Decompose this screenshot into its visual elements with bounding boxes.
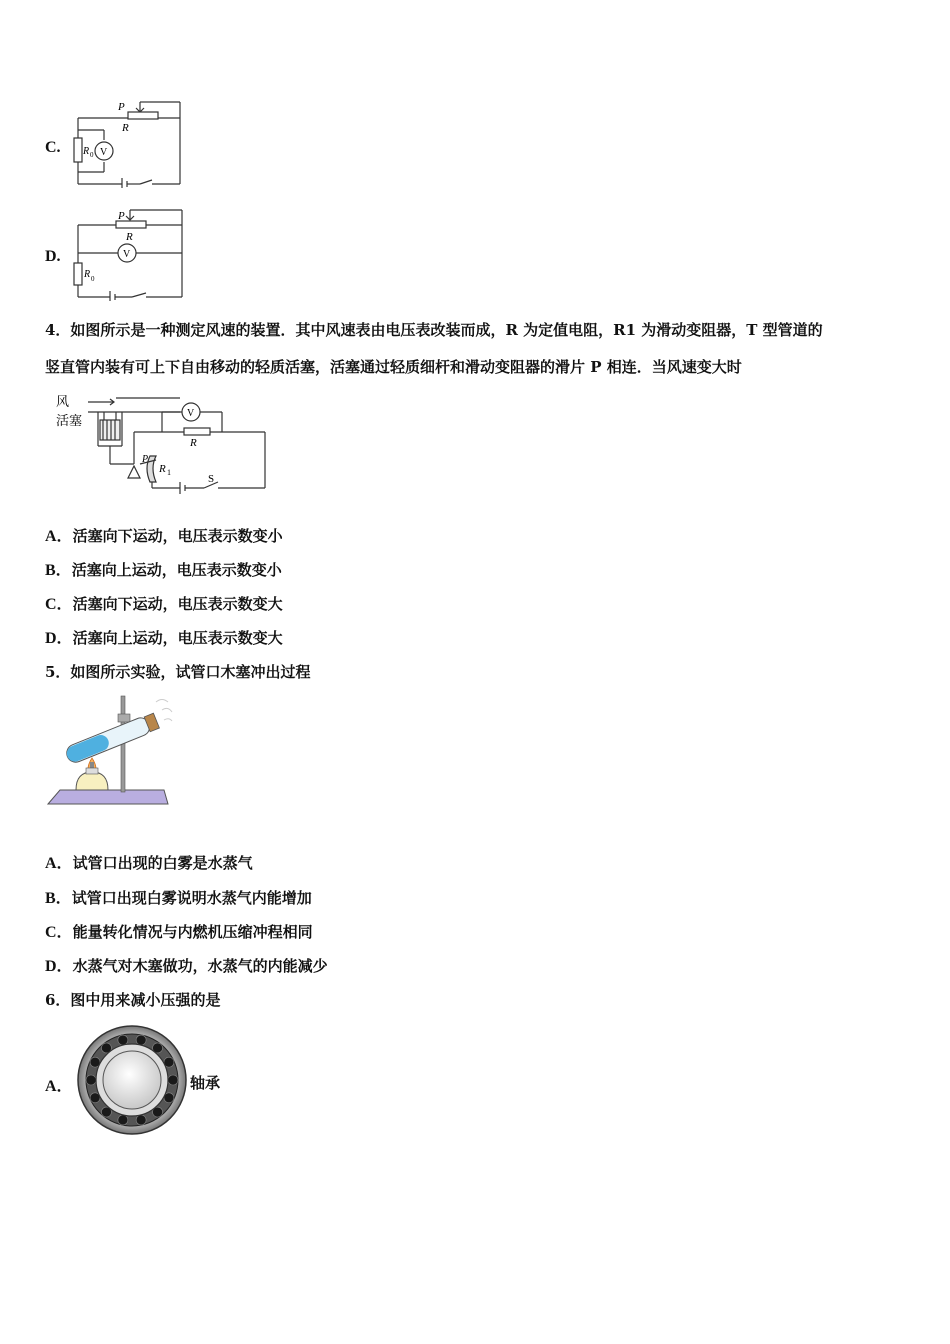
q4-option-d: [45, 628, 283, 649]
q4-option-c: [45, 594, 283, 615]
option-letter: D．: [45, 958, 73, 975]
option-text: 试管口出现白雾说明水蒸气内能增加: [71, 889, 312, 907]
option-text: 活塞向下运动，电压表示数变大: [72, 595, 283, 613]
option-letter-d: D.: [45, 248, 61, 265]
option-text: 试管口出现的白雾是水蒸气: [72, 854, 253, 872]
q4-option-a: [45, 526, 283, 547]
q5-stem: 5．如图所示实验，试管口木塞冲出过程: [45, 663, 311, 681]
q5-option-b: [45, 888, 312, 909]
option-letter: A．: [45, 855, 73, 872]
label-p: P: [118, 210, 125, 222]
option-text: 活塞向上运动，电压表示数变小: [71, 561, 282, 579]
voltmeter-label: V: [123, 249, 131, 260]
bearing-ball: [168, 1075, 178, 1085]
label-p: P: [118, 101, 125, 113]
bearing-ball: [136, 1115, 146, 1125]
bearing-ball: [118, 1035, 128, 1045]
option-letter-c: C.: [45, 139, 61, 156]
circuit-diagram-d: [70, 205, 188, 301]
label-wind: 风: [56, 394, 70, 409]
option-caption-bearing: 轴承: [190, 1074, 221, 1092]
option-letter: B．: [45, 562, 72, 579]
wind-speed-device-figure: [52, 390, 272, 498]
label-r: R: [122, 122, 129, 134]
label-r: R: [190, 437, 197, 449]
q6-stem: 6．图中用来减小压强的是: [45, 991, 221, 1009]
circuit-diagram-c: [70, 96, 185, 188]
voltmeter-label: V: [187, 408, 195, 419]
label-r0-sub: 0: [91, 275, 95, 283]
label-p: P: [142, 454, 149, 465]
option-letter: C．: [45, 924, 73, 941]
option-text: 活塞向下运动，电压表示数变小: [72, 527, 283, 545]
bearing-ball: [136, 1035, 146, 1045]
option-text: 活塞向上运动，电压表示数变大: [72, 629, 283, 647]
label-r0: R: [83, 146, 90, 157]
option-letter: D．: [45, 630, 73, 647]
label-r0: R: [84, 269, 91, 280]
bearing-ball: [118, 1115, 128, 1125]
q4-stem-line2: 竖直管内装有可上下自由移动的轻质活塞，活塞通过轻质细杆和滑动变阻器的滑片 P 相连．当风速变大时: [45, 358, 742, 376]
label-switch: S: [208, 473, 215, 485]
label-r: R: [126, 231, 133, 243]
label-r1-sub: 1: [167, 468, 171, 477]
ball-bearing-image: [76, 1024, 188, 1136]
q4-option-b: [45, 560, 282, 581]
option-text: 水蒸气对木塞做功，水蒸气的内能减少: [72, 957, 328, 975]
label-piston: 活塞: [56, 413, 83, 428]
q5-option-a: [45, 853, 253, 874]
label-r0-sub: 0: [90, 151, 94, 159]
q4-stem-line1: 4．如图所示是一种测定风速的装置．其中风速表由电压表改装而成，R 为定值电阻，R1 为滑动变阻器，T 型管道的: [45, 321, 823, 339]
option-letter: B．: [45, 890, 72, 907]
q5-option-d: [45, 956, 328, 977]
voltmeter-label: V: [100, 147, 108, 158]
option-letter: A．: [45, 528, 73, 545]
test-tube-experiment-figure: [46, 692, 174, 812]
label-r1: R: [159, 463, 166, 475]
option-text: 能量转化情况与内燃机压缩冲程相同: [72, 923, 313, 941]
q5-option-c: [45, 922, 313, 943]
bearing-ball: [86, 1075, 96, 1085]
option-letter: C．: [45, 596, 73, 613]
option-letter-a: A．: [45, 1078, 73, 1095]
